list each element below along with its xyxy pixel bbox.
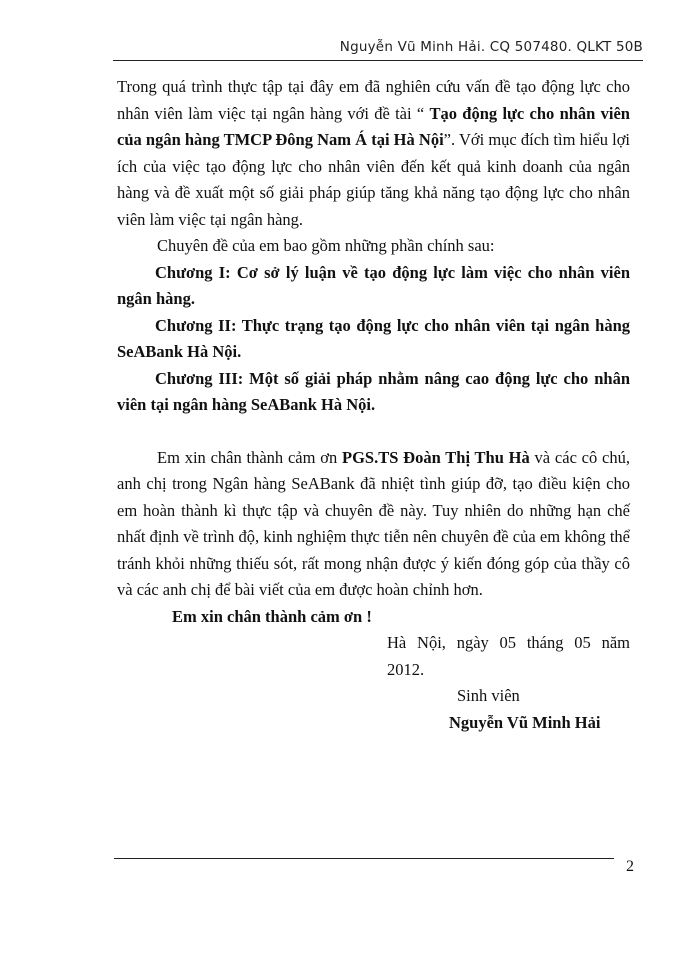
structure-intro: Chuyên đề của em bao gồm những phần chính sau: — [157, 236, 495, 255]
ack-text-1: Em xin chân thành cảm ơn — [157, 447, 342, 467]
document-body — [117, 74, 630, 736]
thesis-title: Tạo động lực cho nhân viên của ngân hàng TMCP Đông Nam Á tại Hà Nội — [117, 103, 630, 149]
intro-paragraph — [117, 74, 630, 233]
header-rule — [113, 60, 643, 61]
closing-thanks: Em xin chân thành cảm ơn ! — [172, 606, 372, 626]
intro-text-1: Trong quá trình thực tập tại đây em đã nghiên cứu vấn đề tạo động lực cho nhân viên làm việc tại ngân hàng với đề tài “ — [117, 77, 630, 123]
acknowledgement-paragraph — [117, 445, 630, 604]
spacer — [117, 419, 630, 445]
signer-role: Sinh viên — [457, 686, 520, 705]
chapter-3: Chương III: Một số giải pháp nhằm nâng cao động lực cho nhân viên tại ngân hàng SeABank Hà Nội. — [117, 368, 630, 414]
advisor-name: PGS.TS Đoàn Thị Thu Hà — [342, 447, 530, 467]
chapter-1: Chương I: Cơ sở lý luận về tạo động lực làm việc cho nhân viên ngân hàng. — [117, 262, 630, 308]
intro-text-2: ”. Với mục đích tìm hiểu lợi ích của việc tạo động lực cho nhân viên đến kết quả kinh doanh của ngân hàng và đề xuất một số giải pháp giúp tăng khả năng tạo động lực cho nhân viên làm việc tại ngân hàng. — [117, 130, 631, 229]
ack-text-2: và các cô chú, anh chị trong Ngân hàng SeABank đã nhiệt tình giúp đỡ, tạo điều kiện cho em hoàn thành kì thực tập và chuyên đề này. Tuy nhiên do những hạn chế nhất định về trình độ, kinh nghiệm thực tiễn nên chuyên đề của em không thể tránh khỏi những thiếu sót, rất mong nhận được ý kiến đóng góp của thầy cô và các anh chị để bài viết của em được hoàn chỉnh hơn. — [117, 447, 630, 599]
page-number: 2 — [626, 858, 634, 875]
chapter-2: Chương II: Thực trạng tạo động lực cho nhân viên tại ngân hàng SeABank Hà Nội. — [117, 315, 630, 361]
signer-name: Nguyễn Vũ Minh Hải — [449, 712, 601, 732]
footer-rule — [114, 858, 614, 859]
page-header: Nguyễn Vũ Minh Hải. CQ 507480. QLKT 50B — [339, 39, 643, 55]
place-date: Hà Nội, ngày 05 tháng 05 năm 2012. — [387, 633, 630, 679]
